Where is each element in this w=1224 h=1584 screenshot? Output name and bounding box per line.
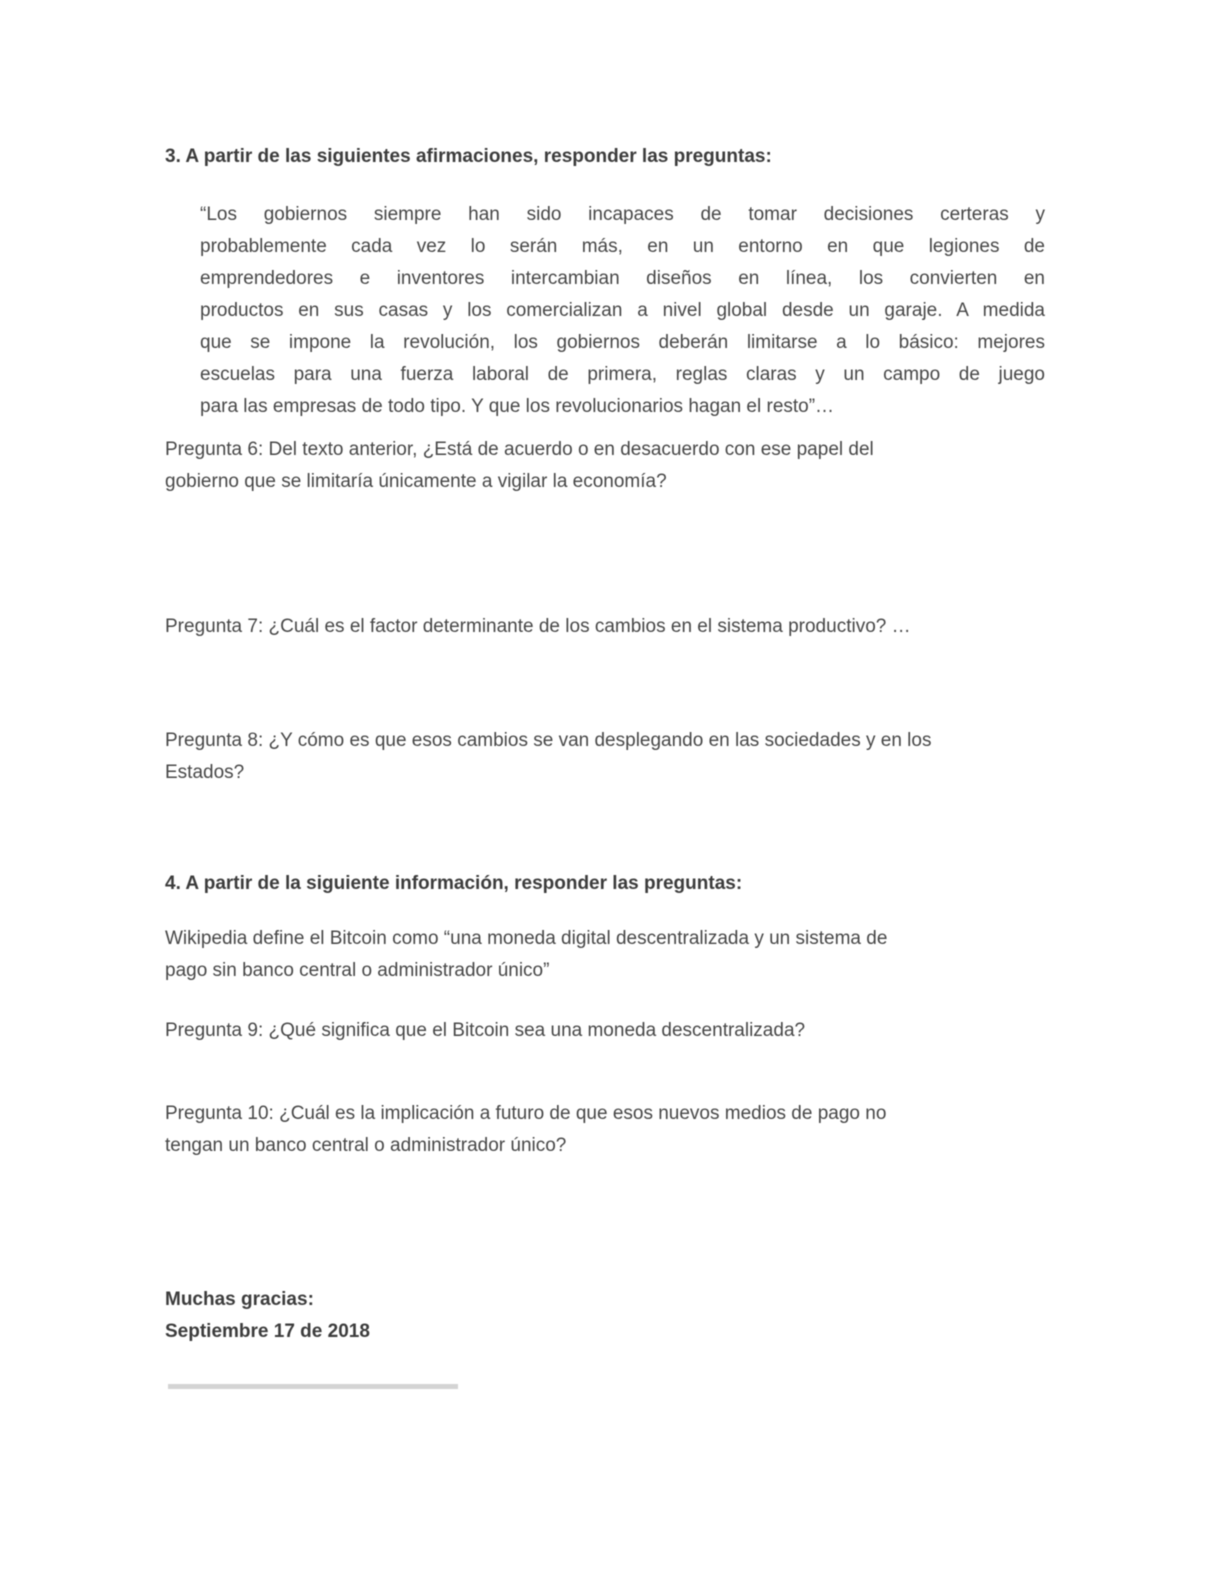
info-line: pago sin banco central o administrador único” <box>165 960 550 981</box>
quote-line: que se impone la revolución, los gobiernos deberán limitarse a lo básico: mejores <box>200 332 1045 353</box>
quote-line: “Los gobiernos siempre han sido incapaces de tomar decisiones certeras y <box>200 204 1045 225</box>
question-6 <box>165 434 1060 498</box>
closing-block <box>165 1284 1060 1348</box>
question-8 <box>165 725 1060 789</box>
section-4-heading: 4. A partir de la siguiente información, responder las preguntas: <box>165 873 743 894</box>
closing-date: Septiembre 17 de 2018 <box>165 1321 370 1342</box>
section-4-info-paragraph <box>165 923 1060 987</box>
quote-line: para las empresas de todo tipo. Y que los revolucionarios hagan el resto”… <box>200 396 835 417</box>
footnote-separator-rule <box>168 1384 458 1389</box>
section-3-heading: 3. A partir de las siguientes afirmaciones, responder las preguntas: <box>165 146 772 167</box>
question-10-line: tengan un banco central o administrador único? <box>165 1135 567 1156</box>
info-line: Wikipedia define el Bitcoin como “una moneda digital descentralizada y un sistema de <box>165 928 888 949</box>
quote-line: productos en sus casas y los comercializan a nivel global desde un garaje. A medida <box>200 300 1045 321</box>
quote-line: probablemente cada vez lo serán más, en un entorno en que legiones de <box>200 236 1045 257</box>
quote-line: escuelas para una fuerza laboral de primera, reglas claras y un campo de juego <box>200 364 1045 385</box>
question-6-line: Pregunta 6: Del texto anterior, ¿Está de acuerdo o en desacuerdo con ese papel del <box>165 439 874 460</box>
question-6-line: gobierno que se limitaría únicamente a vigilar la economía? <box>165 471 667 492</box>
section-3-quote-paragraph <box>200 199 1045 423</box>
question-10-line: Pregunta 10: ¿Cuál es la implicación a futuro de que esos nuevos medios de pago no <box>165 1103 887 1124</box>
question-7: Pregunta 7: ¿Cuál es el factor determinante de los cambios en el sistema productivo? … <box>165 616 911 637</box>
question-8-line: Pregunta 8: ¿Y cómo es que esos cambios se van desplegando en las sociedades y en los <box>165 730 932 751</box>
quote-line: emprendedores e inventores intercambian diseños en línea, los convierten en <box>200 268 1045 289</box>
question-10 <box>165 1098 1060 1162</box>
closing-farewell: Muchas gracias: <box>165 1289 314 1310</box>
question-9: Pregunta 9: ¿Qué significa que el Bitcoin sea una moneda descentralizada? <box>165 1020 806 1041</box>
question-8-line: Estados? <box>165 762 245 783</box>
